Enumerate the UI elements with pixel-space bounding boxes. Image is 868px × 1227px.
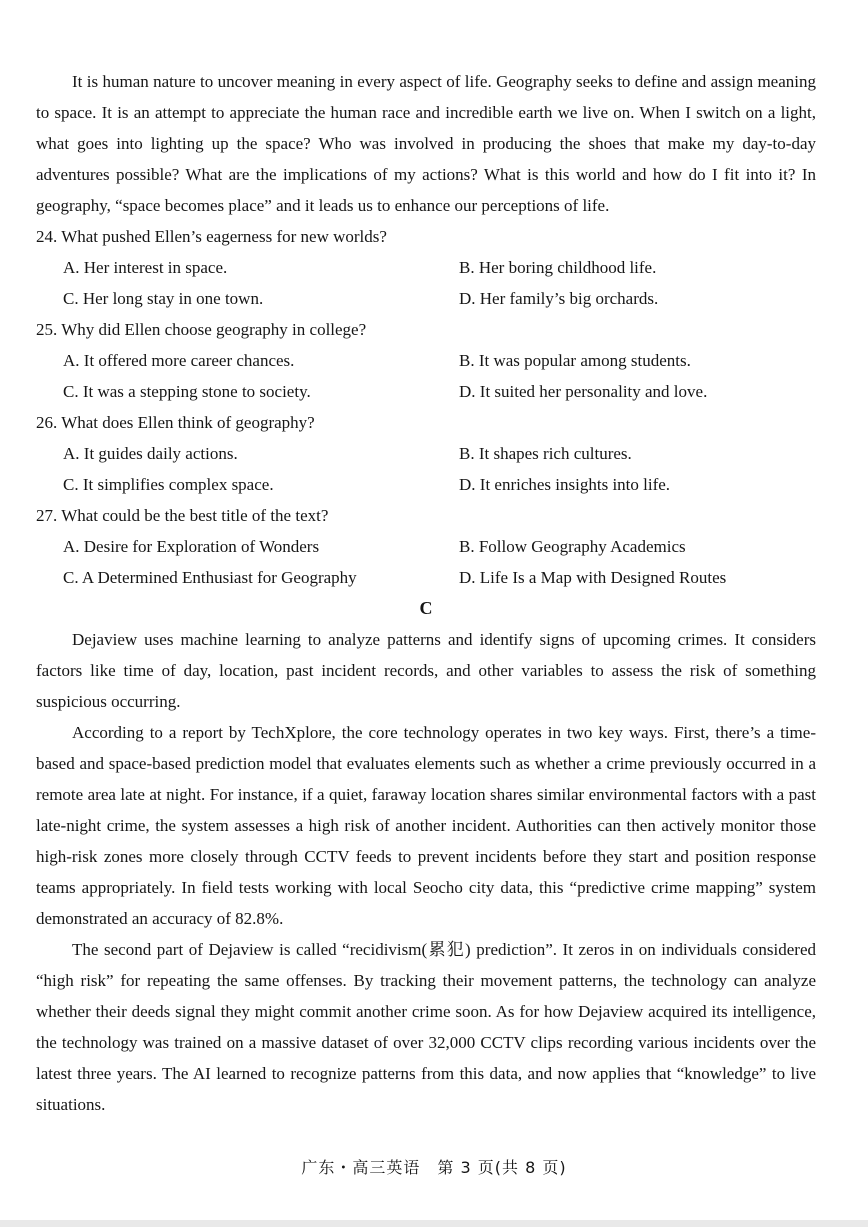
question-stem: 25. Why did Ellen choose geography in college? <box>36 320 367 339</box>
passage-c-paragraph-2: According to a report by TechXplore, the core technology operates in two key ways. First, there’s a time-based and space-based prediction model that evaluates elements such as whether a crime previously occurred in a remote area late at night. For instance, if a quiet, faraway location shares similar environmental factors with a past late-night crime, the system assesses a high risk of another incident. Authorities can then actively monitor those high-risk zones more closely through CCTV feeds to prevent incidents before they start and position response teams appropriately. In field tests working with local Seocho city data, this “predictive crime mapping” system demonstrated an accuracy of 82.8%. <box>36 723 816 928</box>
option-d: D. It suited her personality and love. <box>459 382 708 401</box>
page-footer: 广东・高三英语 第 3 页(共 8 页) <box>301 1158 567 1177</box>
option-a: A. It guides daily actions. <box>63 444 238 463</box>
page-body <box>36 66 816 1120</box>
question-25 <box>36 314 816 407</box>
option-c: C. It was a stepping stone to society. <box>63 382 311 401</box>
option-b: B. It was popular among students. <box>459 351 691 370</box>
scan-edge <box>0 1220 868 1227</box>
option-d: D. Life Is a Map with Designed Routes <box>459 568 727 587</box>
option-d: D. Her family’s big orchards. <box>459 289 659 308</box>
answer-options <box>36 345 816 407</box>
option-c: C. It simplifies complex space. <box>63 475 274 494</box>
passage-b-closing-paragraph: It is human nature to uncover meaning in every aspect of life. Geography seeks to define and assign meaning to space. It is an attempt to appreciate the human race and incredible earth we live on. When I switch on a light, what goes into lighting up the space? Who was involved in producing the shoes that make my day-to-day adventures possible? What are the implications of my actions? What is this world and how do I fit into it? In geography, “space becomes place” and it leads us to enhance our perceptions of life. <box>36 72 816 215</box>
option-b: B. Her boring childhood life. <box>459 258 657 277</box>
option-a: A. Desire for Exploration of Wonders <box>63 537 320 556</box>
answer-options <box>36 531 816 593</box>
question-stem: 26. What does Ellen think of geography? <box>36 413 315 432</box>
option-a: A. Her interest in space. <box>63 258 228 277</box>
passage-c-paragraph-1: Dejaview uses machine learning to analyze patterns and identify signs of upcoming crimes. It considers factors like time of day, location, past incident records, and other variables to assess the risk of something suspicious occurring. <box>36 630 816 711</box>
option-a: A. It offered more career chances. <box>63 351 295 370</box>
option-b: B. It shapes rich cultures. <box>459 444 632 463</box>
answer-options <box>36 438 816 500</box>
question-27 <box>36 500 816 593</box>
option-b: B. Follow Geography Academics <box>459 537 686 556</box>
option-c: C. A Determined Enthusiast for Geography <box>63 568 357 587</box>
question-26 <box>36 407 816 500</box>
answer-options <box>36 252 816 314</box>
passage-c-paragraph-3: The second part of Dejaview is called “recidivism(累犯) prediction”. It zeros in on individuals considered “high risk” for repeating the same offenses. By tracking their movement patterns, the technology can analyze whether their deeds signal they might commit another crime soon. As for how Dejaview acquired its intelligence, the technology was trained on a massive dataset of over 32,000 CCTV clips recording various incidents over the latest three years. The AI learned to recognize patterns from this data, and now applies that “knowledge” to live situations. <box>36 940 816 1114</box>
question-24 <box>36 221 816 314</box>
question-stem: 27. What could be the best title of the text? <box>36 506 329 525</box>
option-d: D. It enriches insights into life. <box>459 475 671 494</box>
question-stem: 24. What pushed Ellen’s eagerness for new worlds? <box>36 227 387 246</box>
option-c: C. Her long stay in one town. <box>63 289 264 308</box>
section-heading-c: C <box>419 598 433 618</box>
